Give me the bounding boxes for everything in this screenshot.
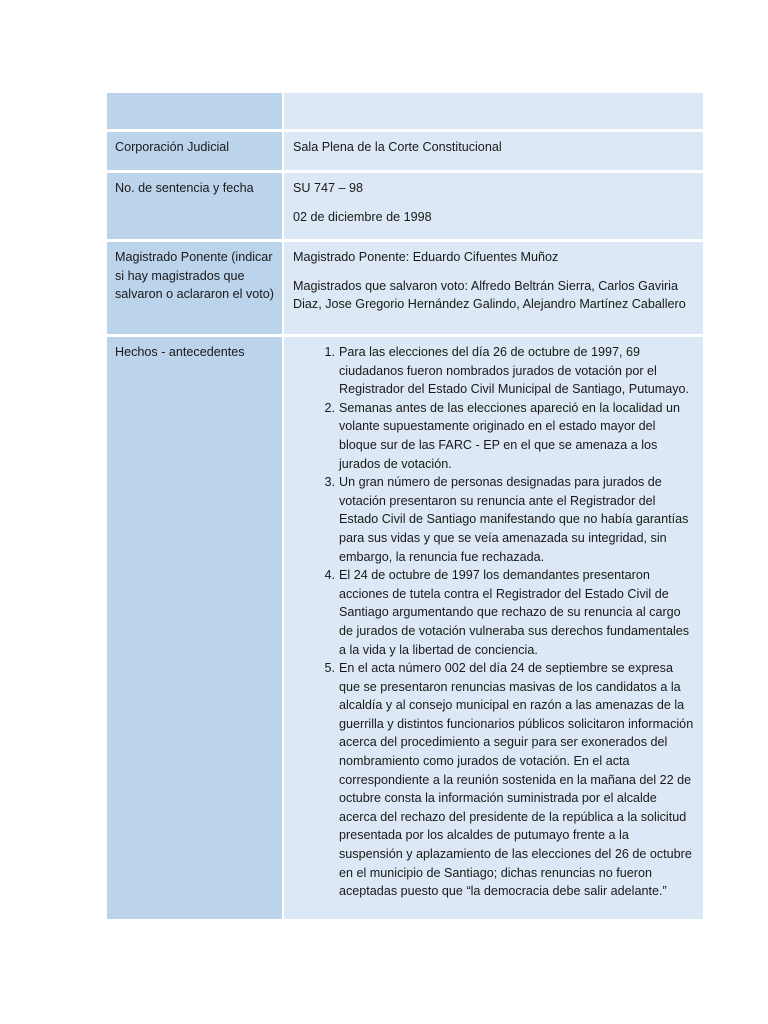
list-item-text: El 24 de octubre de 1997 los demandantes presentaron acciones de tutela contra el Registrador del Estado Civil de Santiago argumentando que rechazo de su renuncia al cargo de jurados de votación vulneraba sus derechos fundamentales a la vida y la libertad de conciencia. [339, 568, 690, 657]
hechos-list-item [324, 399, 694, 473]
header-label-cell [107, 93, 284, 129]
list-item-number: 3. [324, 475, 335, 490]
hechos-list [293, 343, 694, 901]
corporacion-label: Corporación Judicial [107, 132, 284, 170]
list-item-number: 5. [324, 661, 335, 676]
list-item-text: Para las elecciones del día 26 de octubre de 1997, 69 ciudadanos fueron nombrados jurados de votación por el Registrador del Estado Civil Municipal de Santiago, Putumayo. [339, 345, 690, 397]
corporacion-value: Sala Plena de la Corte Constitucional [284, 132, 703, 170]
hechos-list-item [324, 566, 694, 659]
magistrados-salvamento: Magistrados que salvaron voto: Alfredo Beltrán Sierra, Carlos Gaviria Diaz, Jose Gregorio Hernández Galindo, Alejandro Martínez Caballero [293, 278, 686, 312]
list-item-text: Semanas antes de las elecciones apareció en la localidad un volante supuestamente originado en el estado mayor del bloque sur de las FARC - EP en el que se amenaza a los jurados de votación. [339, 400, 680, 471]
sentencia-value [284, 173, 703, 239]
hechos-label: Hechos - antecedentes [107, 337, 284, 919]
sentencia-fecha: 02 de diciembre de 1998 [293, 209, 432, 224]
list-item-number: 4. [324, 568, 335, 583]
hechos-list-item [324, 343, 694, 399]
sentencia-label: No. de sentencia y fecha [107, 173, 284, 239]
magistrado-label: Magistrado Ponente (indicar si hay magistrados que salvaron o aclararon el voto) [107, 242, 284, 334]
magistrado-ponente: Magistrado Ponente: Eduardo Cifuentes Muñoz [293, 250, 559, 264]
hechos-value [284, 337, 703, 919]
hechos-list-item [324, 659, 694, 901]
header-value-cell [284, 93, 703, 129]
magistrado-value [284, 242, 703, 334]
hechos-list-item [324, 473, 694, 566]
list-item-number: 2. [324, 400, 335, 415]
list-item-number: 1. [324, 345, 335, 359]
sentencia-numero: SU 747 – 98 [293, 181, 364, 195]
list-item-text: Un gran número de personas designadas para jurados de votación presentaron su renuncia ante el Registrador del Estado Civil de Santiago manifestando que no había garantías para sus vidas y que se veía amenazada su integridad, sin embargo, la renuncia fue rechazada. [339, 475, 689, 564]
list-item-text: En el acta número 002 del día 24 de septiembre se expresa que se presentaron renuncias masivas de los candidatos a la alcaldía y al consejo municipal en razón a las amenazas de la guerrilla y distintos funcionarios públicos solicitaron información acerca del procedimiento a seguir para ser exonerados del nombramiento como jurados de votación. En el acta correspondiente a la reunión sostenida en la mañana del 22 de octubre consta la información suministrada por el alcalde acerca del rechazo del presidente de la república a la solicitud presentada por los alcaldes de putumayo frente a la suspensión y aplazamiento de las elecciones del 26 de octubre en el municipio de Santiago; dichas renuncias no fueron aceptadas puesto que “la democracia debe salir adelante.” [339, 661, 694, 899]
ruling-summary-table [107, 93, 703, 919]
